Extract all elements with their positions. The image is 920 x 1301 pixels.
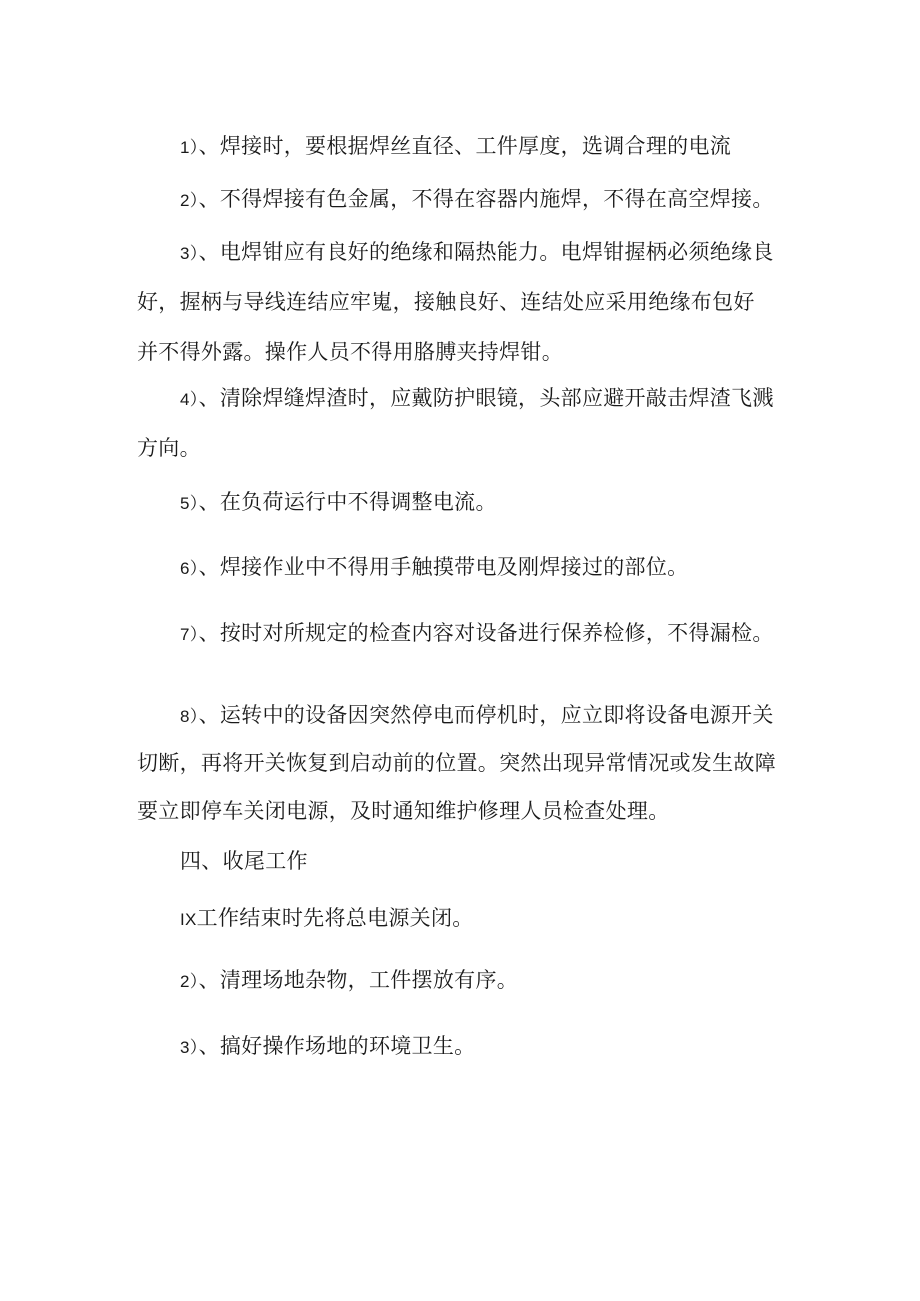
closing-item-3 [180, 1032, 475, 1062]
item-8-number: 8） [180, 707, 199, 726]
closing-item-3-text: 、搞好操作场地的环境卫生。 [198, 1034, 476, 1058]
closing-item-1-number: IX [180, 910, 197, 929]
item-7-text: 、按时对所规定的检查内容对设备进行保养检修，不得漏检。 [198, 621, 774, 645]
closing-item-2 [180, 966, 518, 996]
section-heading: 四、收尾工作 [180, 849, 308, 873]
closing-item-1-text: 工作结束时先将总电源关闭。 [196, 906, 474, 930]
item-8 [180, 701, 774, 731]
closing-item-2-number: 2） [180, 972, 199, 991]
item-7-number: 7） [180, 625, 199, 644]
item-1-number: 1） [180, 138, 199, 157]
item-5-text: 、在负荷运行中不得调整电流。 [198, 490, 497, 514]
closing-item-1 [180, 904, 474, 934]
item-5 [180, 488, 497, 518]
item-4-text-line-1: 、清除焊缝焊渣时，应戴防护眼镜，头部应避开敲击焊渣飞溅 [198, 386, 774, 410]
item-2-number: 2） [180, 191, 199, 210]
item-1-text: 、焊接时，要根据焊丝直径、工件厚度，选调合理的电流 [198, 134, 732, 158]
item-3 [180, 238, 774, 268]
item-2 [180, 185, 774, 215]
item-6-text: 、焊接作业中不得用手触摸带电及刚焊接过的部位。 [198, 555, 689, 579]
item-4-number: 4） [180, 390, 199, 409]
item-4 [180, 384, 774, 414]
item-6-number: 6） [180, 559, 199, 578]
item-2-text: 、不得焊接有色金属，不得在容器内施焊，不得在高空焊接。 [198, 187, 774, 211]
item-8-text-line-1: 、运转中的设备因突然停电而停机时，应立即将设备电源开关 [198, 703, 774, 727]
item-3-number: 3） [180, 244, 199, 263]
item-3-text-line-2: 好，握柄与导线连结应牢嵬，接触良好、连结处应采用绝缘布包好 [137, 290, 755, 314]
item-1 [180, 132, 731, 162]
item-6 [180, 553, 688, 583]
item-5-number: 5） [180, 494, 199, 513]
item-3-text-line-1: 、电焊钳应有良好的绝缘和隔热能力。电焊钳握柄必须绝缘良 [198, 240, 774, 264]
item-8-text-line-2: 切断，再将开关恢复到启动前的位置。突然出现异常情况或发生故障 [137, 751, 776, 775]
item-4-text-line-2: 方向。 [137, 436, 201, 460]
closing-item-3-number: 3） [180, 1038, 199, 1057]
item-3-text-line-3: 并不得外露。操作人员不得用胳膊夹持焊钳。 [137, 340, 563, 364]
item-7 [180, 619, 774, 649]
item-8-text-line-3: 要立即停车关闭电源，及时通知维护修理人员检查处理。 [137, 799, 670, 823]
closing-item-2-text: 、清理场地杂物，工件摆放有序。 [198, 968, 519, 992]
